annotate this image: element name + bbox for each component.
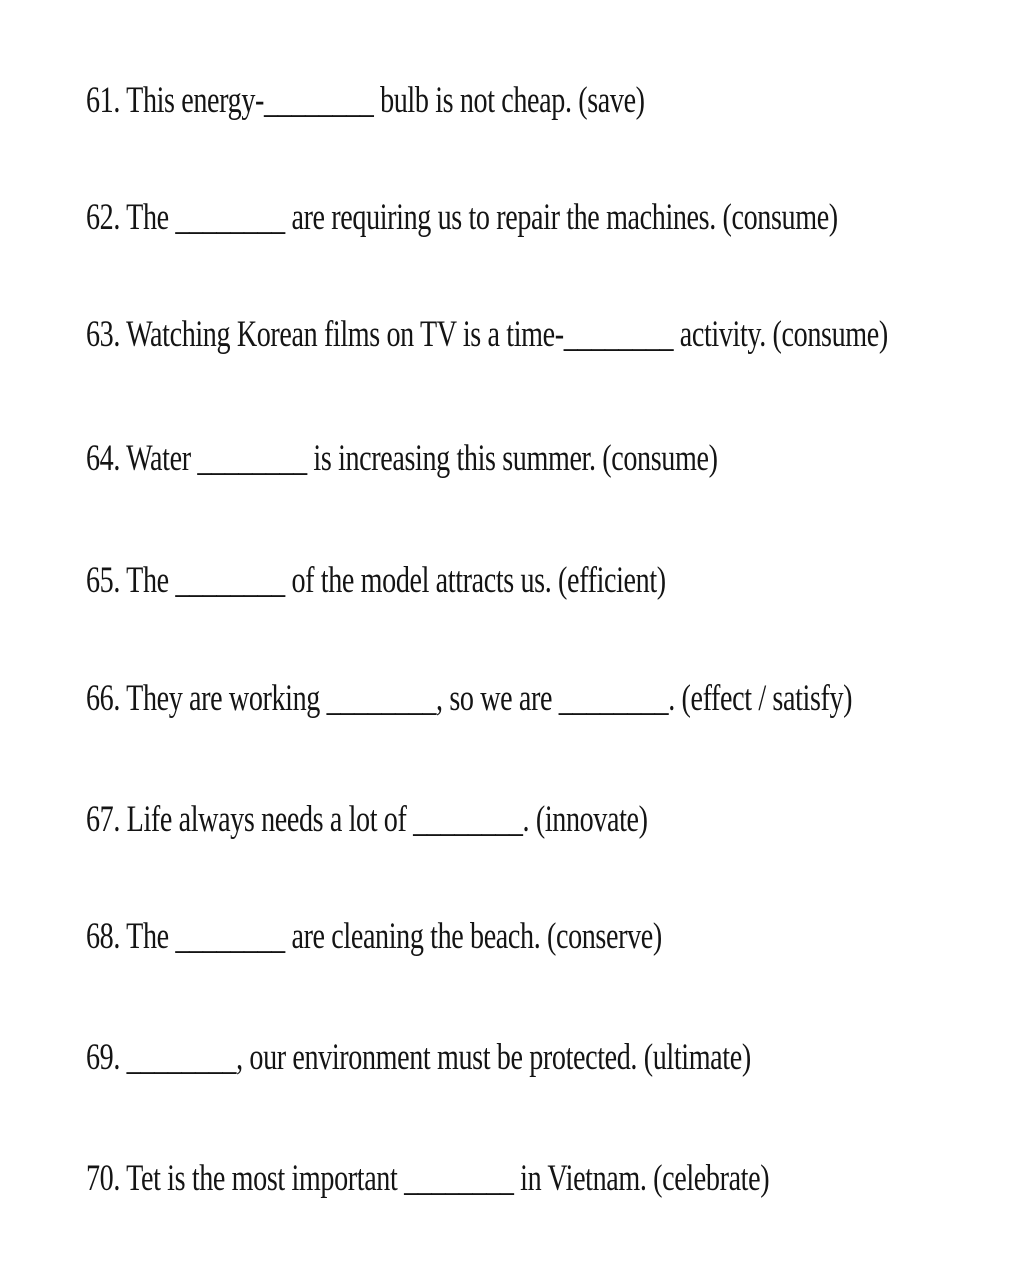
exercise-61	[86, 82, 645, 119]
exercise-70	[86, 1160, 769, 1197]
exercise-70-text: 70. Tet is the most important ________ in Vietnam. (celebrate)	[86, 1158, 770, 1199]
exercise-68	[86, 918, 662, 955]
exercise-69	[86, 1039, 751, 1076]
exercise-63	[86, 316, 888, 353]
exercise-67	[86, 801, 648, 838]
exercise-69-text: 69. ________, our environment must be protected. (ultimate)	[86, 1037, 751, 1078]
exercise-64	[86, 440, 718, 477]
exercise-63-text: 63. Watching Korean films on TV is a time-________ activity. (consume)	[86, 314, 888, 355]
exercise-61-text: 61. This energy-________ bulb is not cheap. (save)	[86, 80, 645, 121]
exercise-68-text: 68. The ________ are cleaning the beach. (conserve)	[86, 916, 662, 957]
exercise-67-text: 67. Life always needs a lot of ________. (innovate)	[86, 799, 648, 840]
exercise-64-text: 64. Water ________ is increasing this summer. (consume)	[86, 438, 718, 479]
exercise-66	[86, 680, 852, 717]
exercise-65-text: 65. The ________ of the model attracts us. (efficient)	[86, 560, 666, 601]
exercise-62-text: 62. The ________ are requiring us to repair the machines. (consume)	[86, 197, 838, 238]
exercise-62	[86, 199, 838, 236]
exercise-66-text: 66. They are working ________, so we are ________. (effect / satisfy)	[86, 678, 853, 719]
exercise-65	[86, 562, 666, 599]
